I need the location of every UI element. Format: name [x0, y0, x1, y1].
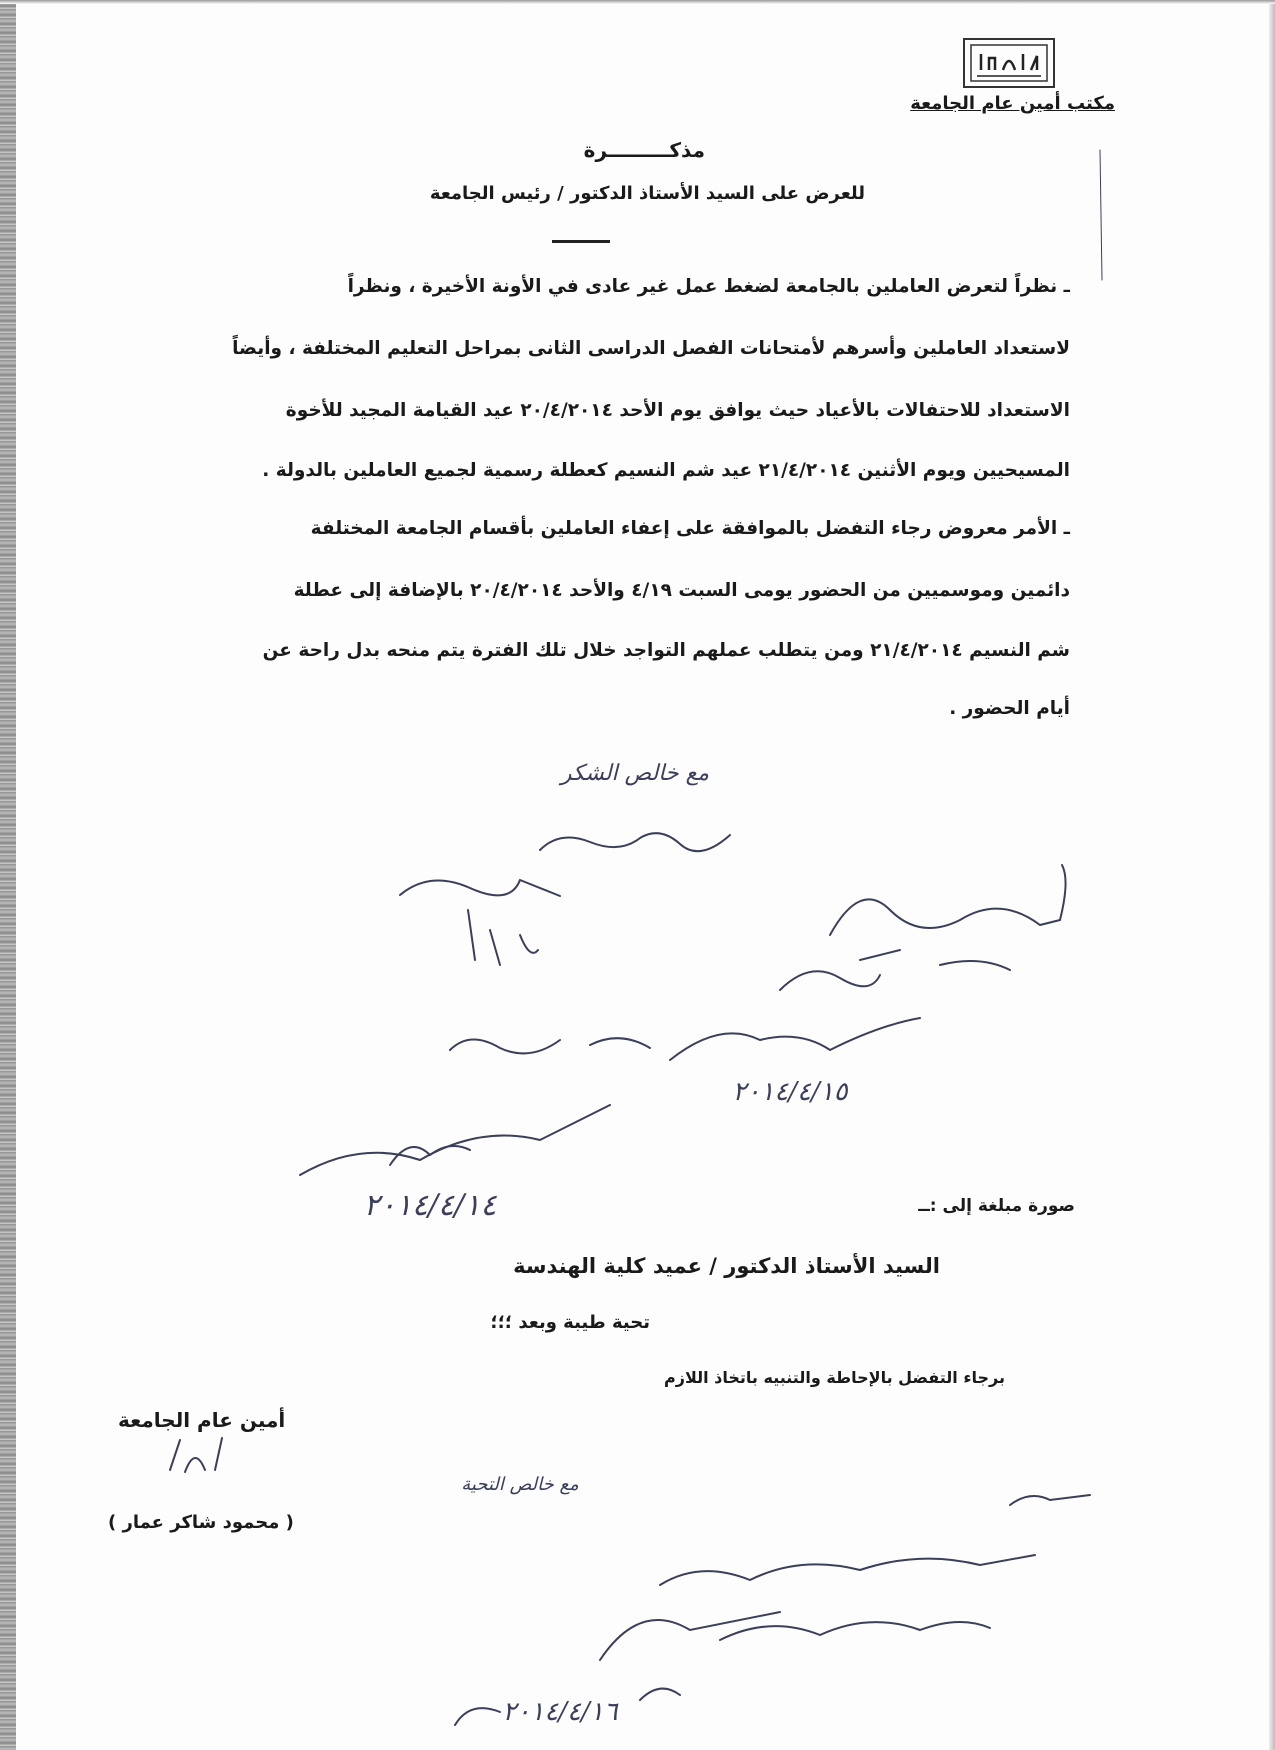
office-title: مكتب أمين عام الجامعة [910, 93, 1115, 114]
memo-body-line: المسيحيين ويوم الأثنين ٢١/٤/٢٠١٤ عيد شم النسيم كعطلة رسمية لجميع العاملين بالدولة . [262, 460, 1070, 481]
handwritten-greeting: مع خالص التحية [461, 1474, 579, 1495]
signature-name: ( محمود شاكر عمار ) [108, 1512, 294, 1533]
memo-title: مذكـــــــــرة [583, 138, 705, 162]
handwritten-date: ٢٠١٤/٤/١٤ [363, 1188, 497, 1223]
scan-shadow-top [0, 0, 1275, 4]
logo-icon [965, 40, 1053, 86]
memo-body-line: الاستعداد للاحتفالات بالأعياد حيث يوافق يوم الأحد ٢٠/٤/٢٠١٤ عيد القيامة المجيد للأخوة [285, 400, 1070, 421]
signature-title: أمين عام الجامعة [118, 1408, 286, 1432]
greeting-text: تحية طيبة وبعد ؛؛؛ [490, 1312, 650, 1333]
copy-to-recipient: السيد الأستاذ الدكتور / عميد كلية الهندسة [513, 1254, 940, 1278]
memo-subtitle: للعرض على السيد الأستاذ الدكتور / رئيس الجامعة [429, 183, 865, 204]
request-text: برجاء التفضل بالإحاطة والتنبيه باتخاذ اللازم [664, 1368, 1005, 1387]
signature-scribbles-icon [170, 150, 1102, 1725]
handwritten-date: ٢٠١٤/٤/١٥ [732, 1077, 848, 1107]
memo-body-line: لاستعداد العاملين وأسرهم لأمتحانات الفصل الدراسى الثانى بمراحل التعليم المختلفة ، وأيضاً [232, 338, 1070, 359]
university-logo-stamp [963, 38, 1055, 88]
scan-shadow-left [0, 0, 16, 1750]
title-divider [552, 240, 610, 243]
memo-body-line: دائمين وموسميين من الحضور يومى السبت ٤/١٩ والأحد ٢٠/٤/٢٠١٤ بالإضافة إلى عطلة [293, 580, 1070, 601]
memo-body-line: ـ نظراً لتعرض العاملين بالجامعة لضغط عمل غير عادى في الأونة الأخيرة ، ونظراً [347, 276, 1070, 297]
memo-body-line: شم النسيم ٢١/٤/٢٠١٤ ومن يتطلب عملهم التواجد خلال تلك الفترة يتم منحه بدل راحة عن [262, 640, 1070, 661]
handwritten-date: ٢٠١٤/٤/١٦ [502, 1697, 618, 1727]
memo-body-line: ـ الأمر معروض رجاء التفضل بالموافقة على إعفاء العاملين بأقسام الجامعة المختلفة [310, 518, 1070, 539]
scan-shadow-right [1269, 0, 1275, 1750]
memo-body-line: أيام الحضور . [949, 698, 1070, 719]
copy-to-label: صورة مبلغة إلى :ــ [918, 1196, 1075, 1216]
handwritten-thanks: مع خالص الشكر [560, 761, 710, 786]
